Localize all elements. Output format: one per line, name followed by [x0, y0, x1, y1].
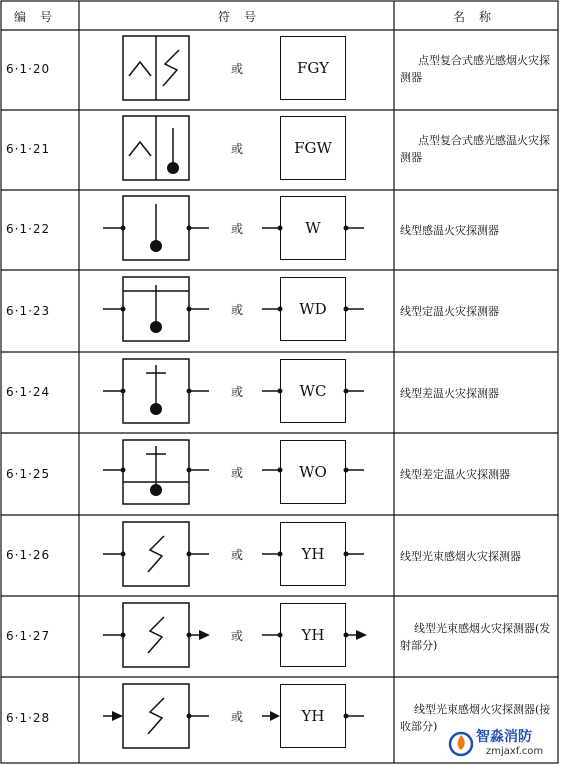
- or-text: 或: [231, 222, 244, 236]
- table-row: [0, 433, 559, 515]
- row-number: 6·1·25: [6, 467, 51, 481]
- table-row: [0, 596, 559, 677]
- detector-symbol-beam-smoke: [95, 522, 220, 588]
- row-name: 线型感温火灾探测器: [400, 224, 499, 237]
- watermark-url: zmjaxf.com: [486, 746, 544, 757]
- detector-label-box: YH: [280, 603, 346, 667]
- connector-line: [346, 302, 386, 316]
- detector-label-box: WO: [280, 440, 346, 504]
- connector-line: [346, 463, 386, 477]
- row-name: 线型光束感烟火灾探测器(发射部分): [400, 622, 551, 652]
- watermark: [446, 724, 561, 764]
- detector-symbol-smoke-light: [95, 36, 220, 102]
- connector-line: [262, 628, 302, 642]
- detector-symbol-beam-smoke-receiver: [95, 684, 220, 750]
- arrow-right-icon: [262, 709, 302, 723]
- or-text: 或: [231, 385, 244, 399]
- connector-line: [262, 221, 302, 235]
- row-number: 6·1·27: [6, 629, 51, 643]
- connector-line: [346, 547, 386, 561]
- detector-label-box: YH: [280, 522, 346, 586]
- row-number: 6·1·21: [6, 142, 51, 156]
- detector-label-box: W: [280, 196, 346, 260]
- row-name: 点型复合式感光感温火灾探测器: [400, 134, 550, 164]
- or-text: 或: [231, 548, 244, 562]
- row-name: 线型差温火灾探测器: [400, 387, 499, 400]
- row-name: 线型差定温火灾探测器: [400, 468, 510, 481]
- or-text: 或: [231, 629, 244, 643]
- connector-line: [346, 221, 386, 235]
- detector-symbol-line-heat: [95, 196, 220, 262]
- detector-symbol-line-rate-fixed: [95, 440, 220, 506]
- detector-label-box: FGY: [280, 36, 346, 100]
- detector-label-box: FGW: [280, 116, 346, 180]
- detector-label-box: WC: [280, 359, 346, 423]
- detector-symbol-line-rate-of-rise: [95, 359, 220, 425]
- table-row: [0, 352, 559, 433]
- detector-symbol-heat-light: [95, 116, 220, 182]
- detector-symbol-beam-smoke-transmitter: [95, 603, 220, 669]
- table-row: [0, 110, 559, 190]
- arrow-right-icon: [346, 628, 386, 642]
- detector-label-box: YH: [280, 684, 346, 748]
- row-number: 6·1·26: [6, 548, 51, 562]
- detector-label-box: WD: [280, 277, 346, 341]
- connector-line: [262, 384, 302, 398]
- header-number: 编号: [14, 10, 67, 24]
- row-name: 线型光束感烟火灾探测器: [400, 550, 521, 563]
- connector-line: [346, 384, 386, 398]
- row-name: 线型定温火灾探测器: [400, 305, 499, 318]
- header-name: 名称: [453, 10, 506, 24]
- row-number: 6·1·28: [6, 711, 51, 725]
- table-row: [0, 515, 559, 596]
- row-name: 线型光束感烟火灾探测器(接收部分): [400, 703, 551, 733]
- row-number: 6·1·22: [6, 222, 51, 236]
- connector-line: [346, 709, 386, 723]
- or-text: 或: [231, 303, 244, 317]
- row-number: 6·1·23: [6, 304, 51, 318]
- or-text: 或: [231, 142, 244, 156]
- connector-line: [262, 302, 302, 316]
- table-row: [0, 270, 559, 352]
- or-text: 或: [231, 710, 244, 724]
- or-text: 或: [231, 466, 244, 480]
- row-number: 6·1·20: [6, 62, 51, 76]
- table-row: [0, 30, 559, 110]
- row-number: 6·1·24: [6, 385, 51, 399]
- watermark-brand: 智淼消防: [476, 729, 532, 745]
- or-text: 或: [231, 62, 244, 76]
- flame-logo-icon: [446, 728, 476, 758]
- table-row: [0, 190, 559, 270]
- detector-symbol-line-fixed-temp: [95, 277, 220, 343]
- header-symbol: 符号: [218, 10, 271, 24]
- table-header: [0, 0, 559, 31]
- connector-line: [262, 463, 302, 477]
- row-name: 点型复合式感光感烟火灾探测器: [400, 54, 550, 84]
- connector-line: [262, 547, 302, 561]
